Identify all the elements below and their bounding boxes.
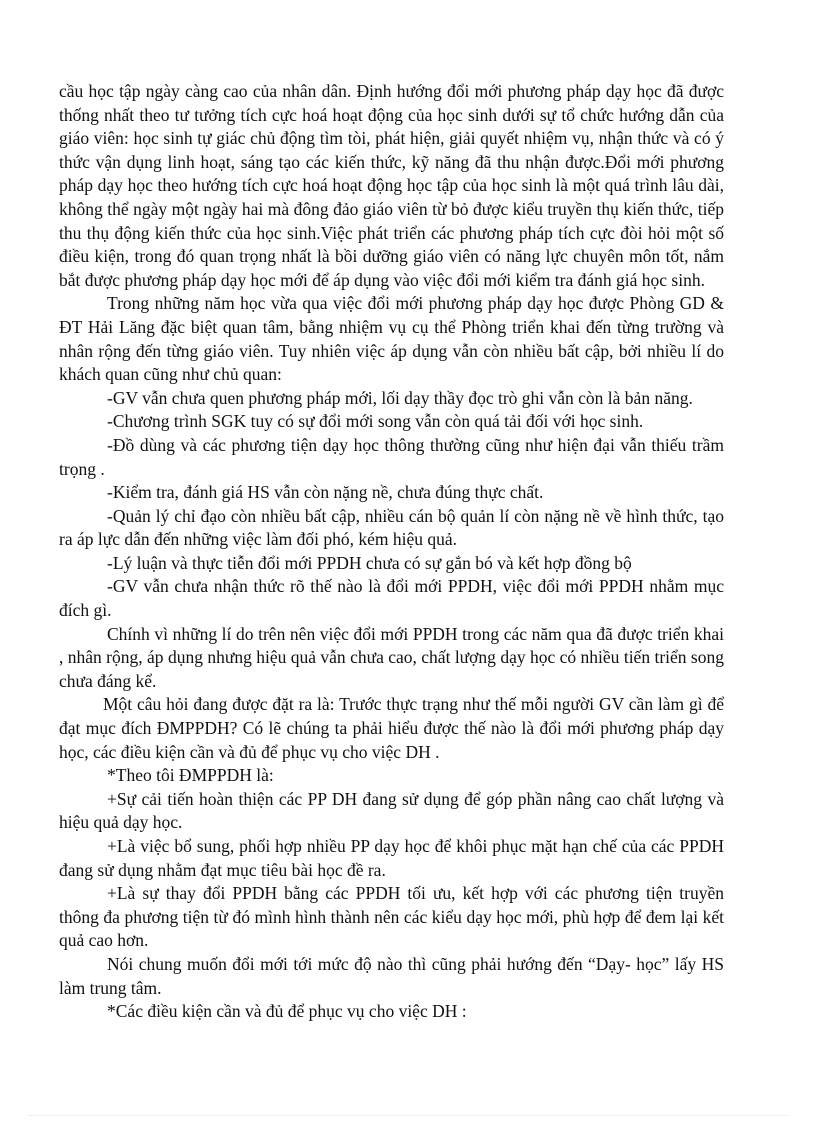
definition-item-2: +Là việc bổ sung, phối hợp nhiều PP dạy học để khôi phục mặt hạn chế của các PPDH đang sử dụng nhằm đạt mục tiêu bài học đề ra. [59,836,724,880]
paragraph-question: Một câu hỏi đang được đặt ra là: Trước thực trạng như thế mỗi người GV cần làm gì để đạt mục đích ĐMPPDH? Có lẽ chúng ta phải hiểu được thế nào là đổi mới phương pháp dạy học, các điều kiện cần và đủ để phục vụ cho việc DH . [59,694,724,762]
document-page [59,80,724,1024]
paragraph-summary: Nói chung muốn đổi mới tới mức độ nào thì cũng phải hướng đến “Dạy- học” lấy HS làm trung tâm. [59,953,724,998]
paragraph-conclusion: Chính vì những lí do trên nên việc đổi mới PPDH trong các năm qua đã được triển khai , nhân rộng, áp dụng nhưng hiệu quả vẫn chưa cao, chất lượng dạy học có nhiều tiến triển song chưa đáng kể. [59,623,724,691]
list-item-reason-7: -GV vẫn chưa nhận thức rõ thế nào là đổi mới PPDH, việc đổi mới PPDH nhằm mục đích gì. [59,576,724,621]
list-item-reason-2: -Chương trình SGK tuy có sự đổi mới song vẫn còn quá tải đối với học sinh. [107,411,644,432]
list-item-reason-6: -Lý luận và thực tiễn đổi mới PPDH chưa có sự gắn bó và kết hợp đồng bộ [107,552,632,573]
list-item-reason-3: -Đồ dùng và các phương tiện dạy học thông thường cũng như hiện đại vẫn thiếu trầm trọng . [59,434,724,479]
definition-item-3: +Là sự thay đổi PPDH bằng các PPDH tối ưu, kết hợp với các phương tiện truyền thông đa phương tiện từ đó mình hình thành nên các kiểu dạy học mới, phù hợp để đem lại kết quả cao hơn. [59,883,724,951]
paragraph-context: Trong những năm học vừa qua việc đổi mới phương pháp dạy học được Phòng GD & ĐT Hải Lăng đặc biệt quan tâm, bằng nhiệm vụ cụ thể Phòng triển khai đến từng trường và nhân rộng đến từng giáo viên. Tuy nhiên việc áp dụng vẫn còn nhiều bất cập, bởi nhiều lí do khách quan cũng như chủ quan: [59,293,724,385]
page-bottom-divider [28,1115,788,1116]
list-item-reason-4: -Kiểm tra, đánh giá HS vẫn còn nặng nề, chưa đúng thực chất. [107,482,544,503]
list-item-reason-1: -GV vẫn chưa quen phương pháp mới, lối dạy thầy đọc trò ghi vẫn còn là bản năng. [107,387,693,408]
paragraph-intro: cầu học tập ngày càng cao của nhân dân. Định hướng đổi mới phương pháp dạy học đã được thống nhất theo tư tưởng tích cực hoá hoạt động của học sinh dưới sự tổ chức hướng dẫn của giáo viên: học sinh tự giác chủ động tìm tòi, phát hiện, giải quyết nhiệm vụ, nhận thức và có ý thức vận dụng linh hoạt, sáng tạo các kiến thức, kỹ năng đã thu nhận được.Đổi mới phương pháp dạy học theo hướng tích cực hoá hoạt động học tập của học sinh là một quá trình lâu dài, không thể ngày một ngày hai mà đông đảo giáo viên từ bỏ được kiểu truyền thụ kiến thức, tiếp thu thụ động kiến thức của học sinh.Việc phát triển các phương pháp tích cực đòi hỏi một số điều kiện, trong đó quan trọng nhất là bồi dưỡng giáo viên có năng lực chuyên môn tốt, nắm bắt được phương pháp dạy học mới để áp dụng vào việc đổi mới kiểm tra đánh giá học sinh. [59,81,724,290]
definition-item-1: +Sự cải tiến hoàn thiện các PP DH đang sử dụng để góp phần nâng cao chất lượng và hiệu quả dạy học. [59,788,724,833]
list-item-reason-5: -Quản lý chỉ đạo còn nhiều bất cập, nhiều cán bộ quản lí còn nặng nề về hình thức, tạo ra áp lực dẫn đến những việc làm đối phó, kém hiệu quả. [59,505,724,550]
definition-heading: *Theo tôi ĐMPPDH là: [107,765,274,786]
conditions-heading: *Các điều kiện cần và đủ để phục vụ cho việc DH : [107,1001,467,1022]
